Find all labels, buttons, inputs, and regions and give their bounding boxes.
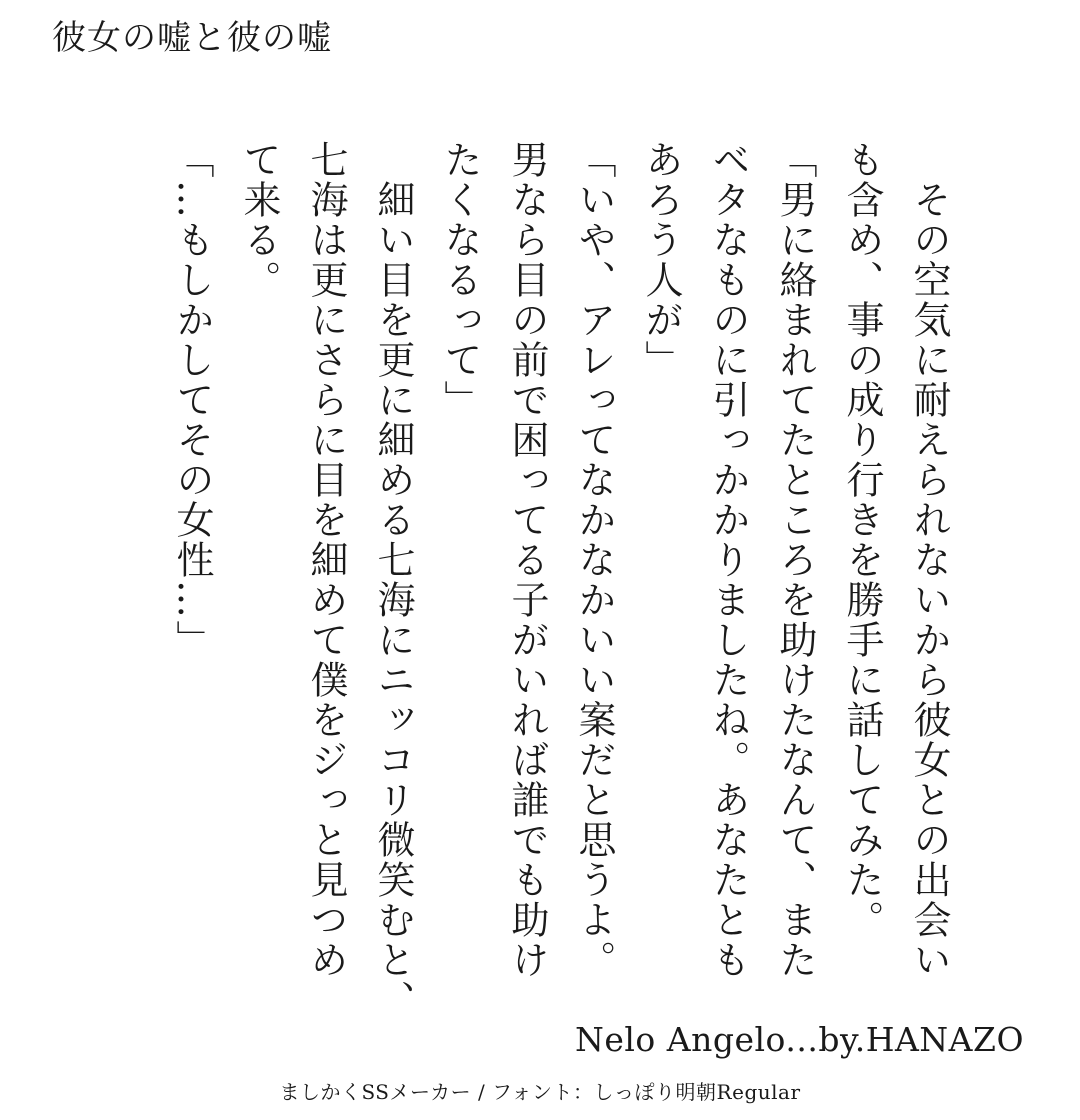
text-line: も含め、事の成り行きを勝手に話してみた。 [840, 140, 884, 940]
text-line: て来る。 [237, 140, 281, 300]
text-line: 七海は更にさらに目を細めて僕をジっと見つめ [304, 140, 348, 980]
text-line: 男なら目の前で困ってる子がいれば誰でも助け [505, 140, 549, 980]
text-line: たくなるって」 [438, 140, 482, 420]
footer-credit: ましかくSSメーカー / フォント：しっぽり明朝Regular [279, 1080, 801, 1104]
vertical-body-text [158, 140, 962, 1020]
document-title: 彼女の嘘と彼の嘘 [52, 18, 332, 58]
text-line: ベタなものに引っかかりましたね。あなたとも [706, 140, 750, 980]
text-line: 細い目を更に細める七海にニッコリ微笑むと、 [371, 140, 415, 1020]
text-line: 「男に絡まれてたところを助けたなんて、また [773, 140, 817, 980]
text-line: あろう人が」 [639, 140, 683, 380]
author-signature: Nelo Angelo...by.HANAZO [574, 1020, 1024, 1059]
text-line: その空気に耐えられないから彼女との出会い [907, 140, 951, 980]
text-line: 「いや、アレってなかなかいい案だと思うよ。 [572, 140, 616, 980]
text-line: 「…もしかしてその女性…」 [170, 140, 214, 660]
